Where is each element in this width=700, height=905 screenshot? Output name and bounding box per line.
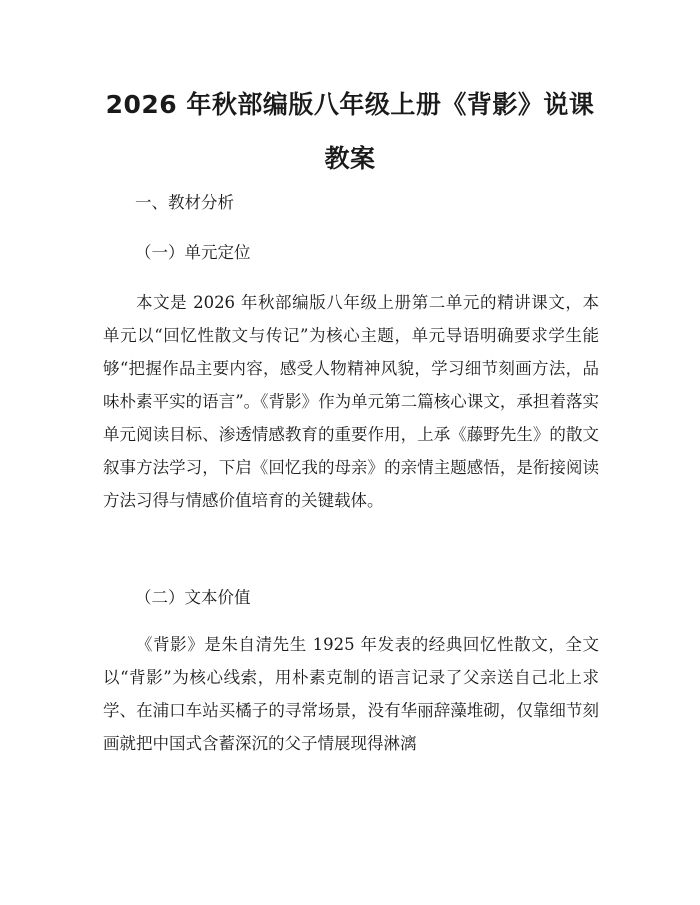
section-heading-teaching-material-analysis: 一、教材分析 bbox=[135, 193, 234, 212]
paragraph-text-value: 《背影》是朱自清先生 1925 年发表的经典回忆性散文，全文以“背影”为核心线索，用朴素克制的语言记录了父亲送自己北上求学、在浦口车站买橘子的寻常场景，没有华丽辞藻堆砌，仅靠细节刻画就把中国式含蓄深沉的父子情展现得淋漓 bbox=[103, 635, 599, 753]
document-title: 2026 年秋部编版八年级上册《背影》说课教案 bbox=[105, 90, 595, 173]
subsection-heading-unit-positioning: （一）单元定位 bbox=[135, 243, 251, 262]
subsection-heading-text-value: （二）文本价值 bbox=[135, 588, 251, 607]
paragraph-unit-positioning: 本文是 2026 年秋部编版八年级上册第二单元的精讲课文，本单元以“回忆性散文与传记”为核心主题，单元导语明确要求学生能够“把握作品主要内容，感受人物精神风貌，学习细节刻画方法，品味朴素平实的语言”。《背影》作为单元第二篇核心课文，承担着落实单元阅读目标、渗透情感教育的重要作用，上承《藤野先生》的散文叙事方法学习，下启《回忆我的母亲》的亲情主题感悟，是衔接阅读方法习得与情感价值培育的关键载体。 bbox=[103, 293, 599, 510]
